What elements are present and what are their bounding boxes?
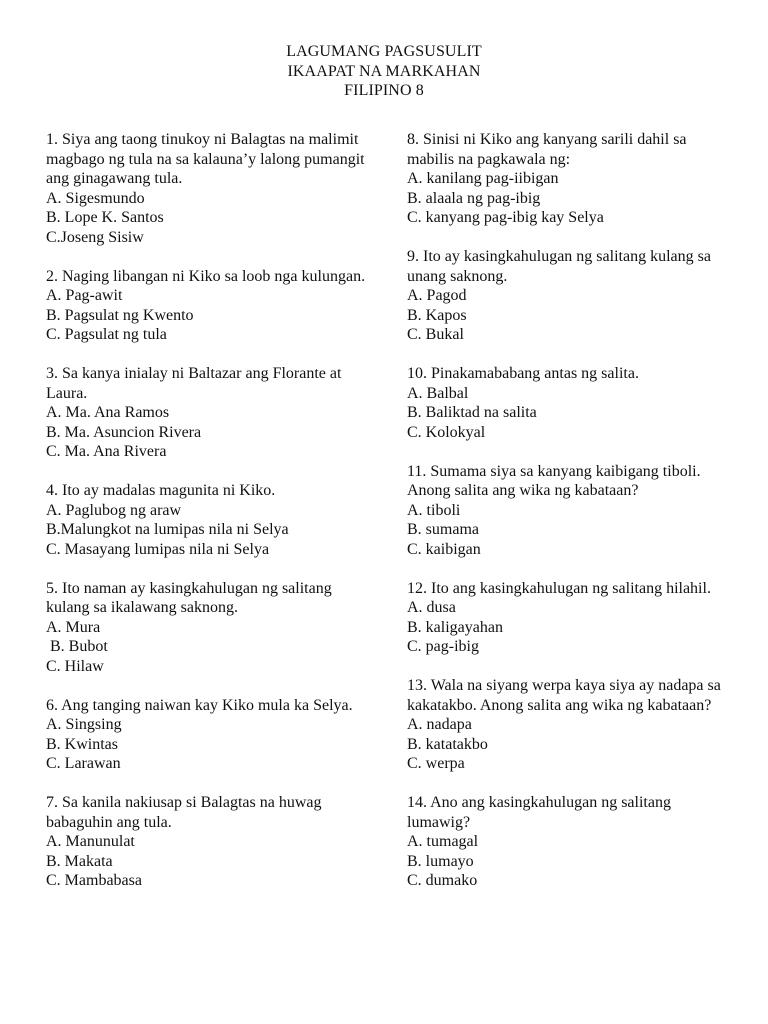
exam-quarter: IKAAPAT NA MARKAHAN xyxy=(287,62,481,80)
left-column xyxy=(46,130,376,910)
answer-option: C. Masayang lumipas nila ni Selya xyxy=(46,540,270,558)
answer-option: A. Pag-awit xyxy=(46,287,123,304)
question-item xyxy=(407,676,737,774)
answer-option: C. kaibigan xyxy=(407,540,481,558)
question-item xyxy=(407,364,737,442)
question-item xyxy=(407,130,737,228)
answer-option: A. nadapa xyxy=(407,716,472,733)
answer-option: C. Kolokyal xyxy=(407,423,486,441)
question-text: 4. Ito ay madalas magunita ni Kiko. xyxy=(46,482,276,499)
question-item xyxy=(46,579,376,677)
answer-option: A. Paglubog ng araw xyxy=(46,501,182,519)
answer-option: B. Pagsulat ng Kwento xyxy=(46,306,194,324)
question-item xyxy=(46,793,376,891)
answer-option: C. Mambabasa xyxy=(46,872,142,889)
answer-option: B. kaligayahan xyxy=(407,618,503,636)
question-text: 3. Sa kanya inialay ni Baltazar ang Florante at Laura. xyxy=(46,365,346,402)
answer-option: A. kanilang pag-iibigan xyxy=(407,170,559,187)
answer-option: A. dusa xyxy=(407,599,456,616)
answer-option: B. Lope K. Santos xyxy=(46,209,164,226)
answer-option: A. Balbal xyxy=(407,384,469,402)
answer-option: C. Bukal xyxy=(407,326,464,343)
question-text: 6. Ang tanging naiwan kay Kiko mula ka Selya. xyxy=(46,696,353,714)
question-item xyxy=(407,247,737,345)
answer-option: C. pag-ibig xyxy=(407,638,479,655)
answer-option: A. Ma. Ana Ramos xyxy=(46,404,170,421)
answer-option: A. Mura xyxy=(46,618,101,636)
answer-option: C. kanyang pag-ibig kay Selya xyxy=(407,209,604,226)
right-column xyxy=(407,130,737,910)
question-text: 9. Ito ay kasingkahulugan ng salitang kulang sa unang saknong. xyxy=(407,248,715,285)
answer-option: C. dumako xyxy=(407,872,478,889)
question-text: 12. Ito ang kasingkahulugan ng salitang hilahil. xyxy=(407,579,711,597)
answer-option: B. Kwintas xyxy=(46,735,118,753)
question-item xyxy=(46,130,376,247)
answer-option: A. tiboli xyxy=(407,501,461,519)
answer-option: B. Makata xyxy=(46,852,113,870)
answer-option: B. Ma. Asuncion Rivera xyxy=(46,423,202,441)
question-text: 2. Naging libangan ni Kiko sa loob nga kulungan. xyxy=(46,267,366,285)
answer-option: B. sumama xyxy=(407,521,479,538)
question-item xyxy=(407,793,737,891)
question-text: 11. Sumama siya sa kanyang kaibigang tiboli. Anong salita ang wika ng kabataan? xyxy=(407,462,704,499)
answer-option: C. Hilaw xyxy=(46,657,104,675)
answer-option: A. Singsing xyxy=(46,716,122,733)
answer-option: B. Baliktad na salita xyxy=(407,404,537,421)
answer-option: B. katatakbo xyxy=(407,735,488,753)
question-item xyxy=(46,364,376,462)
question-text: 1. Siya ang taong tinukoy ni Balagtas na malimit magbago ng tula na sa kalauna’y lalong pumangit ang ginagawang tula. xyxy=(46,131,369,187)
question-text: 14. Ano ang kasingkahulugan ng salitang lumawig? xyxy=(407,794,675,831)
question-item xyxy=(46,696,376,774)
question-item xyxy=(46,481,376,559)
answer-option: A. tumagal xyxy=(407,833,479,850)
answer-option: C. Pagsulat ng tula xyxy=(46,326,167,343)
exam-subject: FILIPINO 8 xyxy=(344,82,424,99)
answer-option: A. Pagod xyxy=(407,287,467,304)
question-item xyxy=(407,462,737,560)
answer-option: A. Manunulat xyxy=(46,833,135,850)
question-text: 13. Wala na siyang werpa kaya siya ay nadapa sa kakatakbo. Anong salita ang wika ng kabataan? xyxy=(407,677,725,714)
exam-header xyxy=(0,42,768,101)
answer-option: C. Larawan xyxy=(46,755,121,772)
answer-option: B. alaala ng pag-ibig xyxy=(407,189,541,207)
answer-option: C. Ma. Ana Rivera xyxy=(46,443,167,460)
answer-option: A. Sigesmundo xyxy=(46,189,145,207)
answer-option: C. werpa xyxy=(407,755,465,772)
question-item xyxy=(407,579,737,657)
answer-option: C.Joseng Sisiw xyxy=(46,228,144,246)
answer-option: B. Kapos xyxy=(407,306,467,324)
answer-option: B. lumayo xyxy=(407,852,474,870)
question-text: 8. Sinisi ni Kiko ang kanyang sarili dahil sa mabilis na pagkawala ng: xyxy=(407,131,691,168)
question-item xyxy=(46,267,376,345)
exam-title: LAGUMANG PAGSUSULIT xyxy=(286,43,482,60)
question-text: 10. Pinakamababang antas ng salita. xyxy=(407,365,639,382)
question-text: 7. Sa kanila nakiusap si Balagtas na huwag babaguhin ang tula. xyxy=(46,794,326,831)
question-text: 5. Ito naman ay kasingkahulugan ng salitang kulang sa ikalawang saknong. xyxy=(46,579,336,616)
answer-option: B. Bubot xyxy=(46,638,108,655)
answer-option: B.Malungkot na lumipas nila ni Selya xyxy=(46,521,289,538)
